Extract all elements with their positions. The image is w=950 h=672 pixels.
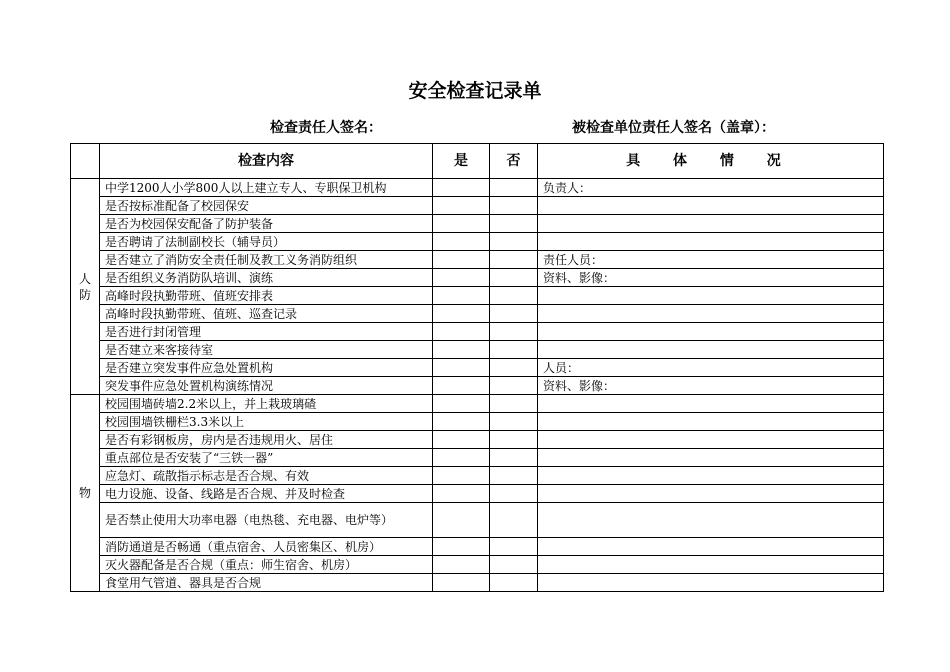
yes-header: 是	[433, 144, 490, 179]
yes-cell[interactable]	[433, 574, 490, 592]
content-cell: 消防通道是否畅通（重点宿舍、人员密集区、机房）	[100, 538, 433, 556]
no-cell[interactable]	[490, 233, 538, 251]
no-cell[interactable]	[490, 269, 538, 287]
content-cell: 是否建立突发事件应急处置机构	[100, 359, 433, 377]
content-cell: 灭火器配备是否合规（重点：师生宿舍、机房）	[100, 556, 433, 574]
table-row	[71, 269, 884, 287]
table-row	[71, 179, 884, 197]
no-cell[interactable]	[490, 449, 538, 467]
content-cell: 是否进行封闭管理	[100, 323, 433, 341]
no-cell[interactable]	[490, 485, 538, 503]
table-row	[71, 197, 884, 215]
details-cell[interactable]	[538, 197, 884, 215]
content-cell: 高峰时段执勤带班、值班安排表	[100, 287, 433, 305]
table-row	[71, 556, 884, 574]
table-row	[71, 395, 884, 413]
content-cell: 突发事件应急处置机构演练情况	[100, 377, 433, 395]
content-cell: 是否禁止使用大功率电器（电热毯、充电器、电炉等）	[100, 503, 433, 538]
details-cell[interactable]	[538, 395, 884, 413]
table-row	[71, 323, 884, 341]
content-cell: 高峰时段执勤带班、值班、巡查记录	[100, 305, 433, 323]
yes-cell[interactable]	[433, 323, 490, 341]
content-cell: 是否有彩钢板房，房内是否违规用火、居住	[100, 431, 433, 449]
yes-cell[interactable]	[433, 179, 490, 197]
content-cell: 食堂用气管道、器具是否合规	[100, 574, 433, 592]
table-row	[71, 485, 884, 503]
no-cell[interactable]	[490, 287, 538, 305]
no-cell[interactable]	[490, 305, 538, 323]
no-cell[interactable]	[490, 431, 538, 449]
details-cell[interactable]	[538, 323, 884, 341]
table-row	[71, 467, 884, 485]
category-cell	[71, 395, 100, 592]
table-row	[71, 341, 884, 359]
yes-cell[interactable]	[433, 503, 490, 538]
yes-cell[interactable]	[433, 485, 490, 503]
no-cell[interactable]	[490, 215, 538, 233]
no-cell[interactable]	[490, 377, 538, 395]
content-cell: 是否聘请了法制副校长（辅导员）	[100, 233, 433, 251]
no-cell[interactable]	[490, 413, 538, 431]
yes-cell[interactable]	[433, 449, 490, 467]
details-cell[interactable]	[538, 215, 884, 233]
details-cell[interactable]: 负责人：	[538, 179, 884, 197]
no-cell[interactable]	[490, 197, 538, 215]
content-cell: 中学1200人小学800人以上建立专人、专职保卫机构	[100, 179, 433, 197]
no-cell[interactable]	[490, 179, 538, 197]
details-cell[interactable]	[538, 431, 884, 449]
details-cell[interactable]	[538, 233, 884, 251]
details-cell[interactable]	[538, 413, 884, 431]
yes-cell[interactable]	[433, 538, 490, 556]
details-cell[interactable]	[538, 538, 884, 556]
table-row	[71, 431, 884, 449]
content-cell: 校园围墙铁栅栏3.3米以上	[100, 413, 433, 431]
yes-cell[interactable]	[433, 431, 490, 449]
table-row	[71, 449, 884, 467]
details-cell[interactable]	[538, 556, 884, 574]
table-row	[71, 359, 884, 377]
yes-cell[interactable]	[433, 377, 490, 395]
table-row	[71, 413, 884, 431]
content-header: 检查内容	[100, 144, 433, 179]
inspection-table	[70, 143, 884, 592]
details-cell[interactable]	[538, 305, 884, 323]
table-row	[71, 377, 884, 395]
table-row	[71, 503, 884, 538]
details-cell[interactable]	[538, 503, 884, 538]
yes-cell[interactable]	[433, 556, 490, 574]
yes-cell[interactable]	[433, 305, 490, 323]
no-cell[interactable]	[490, 503, 538, 538]
yes-cell[interactable]	[433, 251, 490, 269]
content-cell: 电力设施、设备、线路是否合规、并及时检查	[100, 485, 433, 503]
yes-cell[interactable]	[433, 395, 490, 413]
no-cell[interactable]	[490, 341, 538, 359]
table-body	[71, 179, 884, 592]
yes-cell[interactable]	[433, 233, 490, 251]
no-cell[interactable]	[490, 574, 538, 592]
content-cell: 应急灯、疏散指示标志是否合规、有效	[100, 467, 433, 485]
content-cell: 是否建立来客接待室	[100, 341, 433, 359]
details-cell[interactable]	[538, 449, 884, 467]
table-row	[71, 287, 884, 305]
no-cell[interactable]	[490, 359, 538, 377]
details-header: 具 体 情 况	[538, 144, 884, 179]
no-cell[interactable]	[490, 467, 538, 485]
details-cell[interactable]	[538, 287, 884, 305]
details-cell[interactable]: 责任人员：	[538, 251, 884, 269]
table-row	[71, 251, 884, 269]
no-cell[interactable]	[490, 323, 538, 341]
category-cell	[71, 179, 100, 395]
details-cell[interactable]: 资料、影像：	[538, 269, 884, 287]
yes-cell[interactable]	[433, 359, 490, 377]
table-row	[71, 574, 884, 592]
no-cell[interactable]	[490, 538, 538, 556]
table-row	[71, 538, 884, 556]
yes-cell[interactable]	[433, 467, 490, 485]
category-header	[71, 144, 100, 179]
yes-cell[interactable]	[433, 215, 490, 233]
category-label: 人防	[78, 271, 91, 302]
yes-cell[interactable]	[433, 341, 490, 359]
details-cell[interactable]	[538, 341, 884, 359]
content-cell: 是否为校园保安配备了防护装备	[100, 215, 433, 233]
details-cell[interactable]	[538, 485, 884, 503]
details-cell[interactable]	[538, 467, 884, 485]
table-row	[71, 305, 884, 323]
table-header-row	[71, 144, 884, 179]
table-row	[71, 215, 884, 233]
inspected-unit-signature-label: 被检查单位责任人签名（盖章）：	[572, 120, 775, 136]
form-title: 安全检查记录单	[408, 80, 542, 102]
content-cell: 重点部位是否安装了“三铁一器”	[100, 449, 433, 467]
details-cell[interactable]	[538, 574, 884, 592]
content-cell: 校园围墙砖墙2.2米以上，并上栽玻璃碴	[100, 395, 433, 413]
yes-cell[interactable]	[433, 287, 490, 305]
yes-cell[interactable]	[433, 269, 490, 287]
no-cell[interactable]	[490, 395, 538, 413]
no-header: 否	[490, 144, 538, 179]
category-label: 物	[78, 486, 91, 500]
no-cell[interactable]	[490, 251, 538, 269]
yes-cell[interactable]	[433, 197, 490, 215]
details-cell[interactable]: 资料、影像：	[538, 377, 884, 395]
details-cell[interactable]: 人员：	[538, 359, 884, 377]
content-cell: 是否建立了消防安全责任制及教工义务消防组织	[100, 251, 433, 269]
content-cell: 是否按标准配备了校园保安	[100, 197, 433, 215]
yes-cell[interactable]	[433, 413, 490, 431]
no-cell[interactable]	[490, 556, 538, 574]
table-row	[71, 233, 884, 251]
inspector-signature-label: 检查责任人签名：	[270, 120, 382, 136]
content-cell: 是否组织义务消防队培训、演练	[100, 269, 433, 287]
